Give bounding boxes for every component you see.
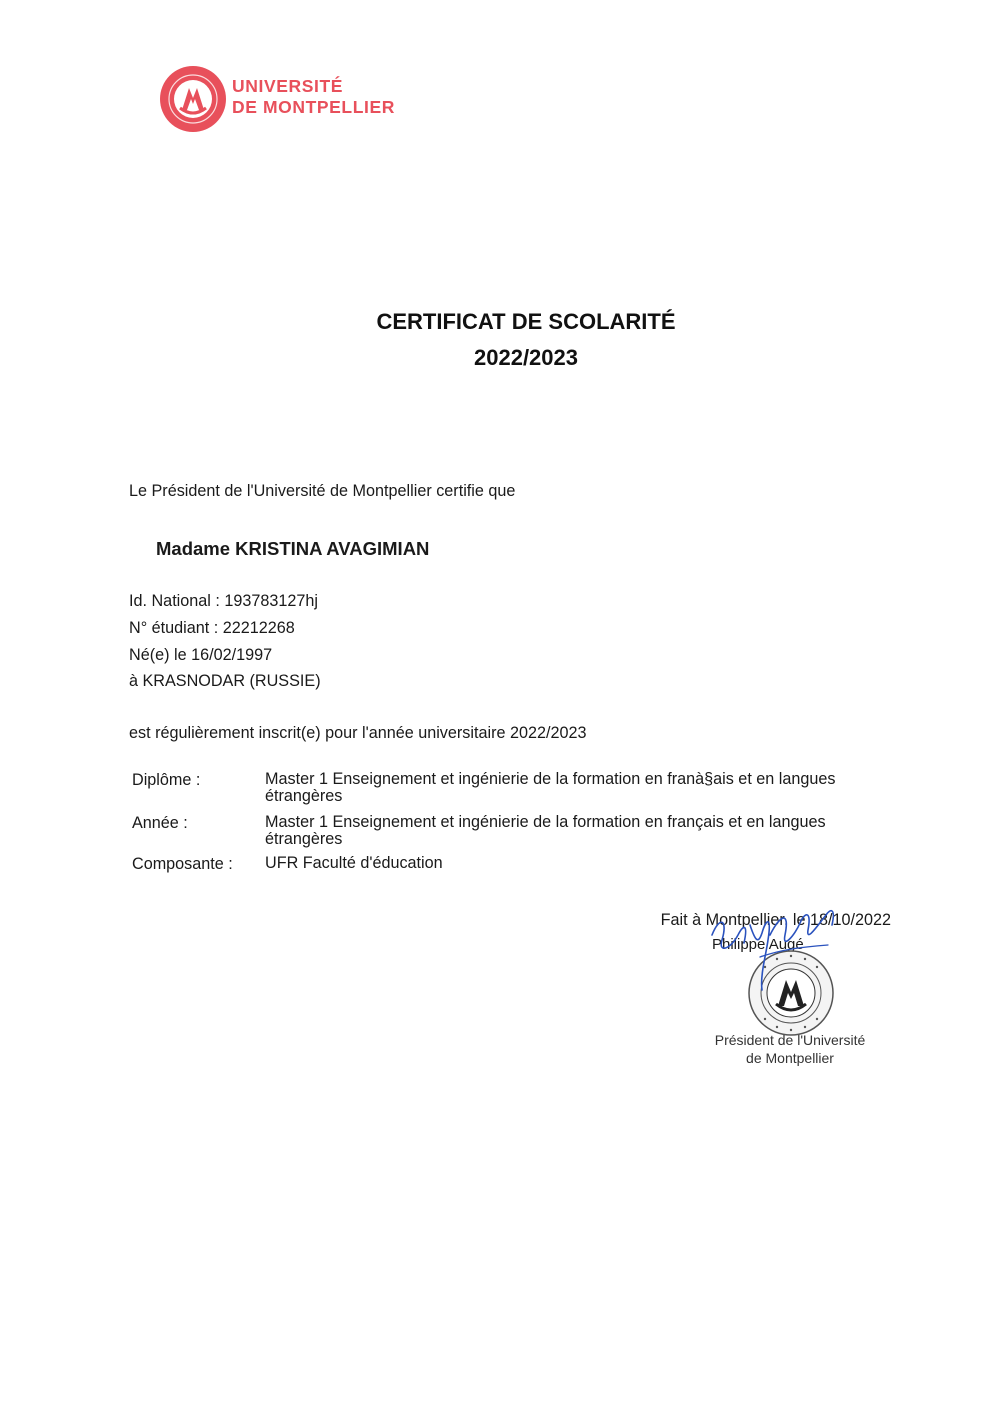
- year-value: Master 1 Enseignement et ingénierie de la formation en français et en langues étrangères: [265, 813, 826, 848]
- academic-year-title: 2022/2023: [474, 345, 578, 370]
- student-number: N° étudiant : 22212268: [129, 619, 295, 637]
- birth-date: Né(e) le 16/02/1997: [129, 646, 273, 664]
- student-name: Madame KRISTINA AVAGIMIAN: [156, 538, 430, 559]
- birth-place: à KRASNODAR (RUSSIE): [129, 672, 321, 690]
- enrollment-statement: est régulièrement inscrit(e) pour l'année universitaire 2022/2023: [129, 724, 587, 742]
- university-logo: [158, 64, 395, 136]
- diploma-label: Diplôme :: [132, 771, 201, 789]
- handwritten-signature: [700, 895, 850, 995]
- document-title: CERTIFICAT DE SCOLARITÉ: [376, 309, 676, 334]
- place-and-date: Fait à Montpellier, le 18/10/2022: [660, 911, 891, 929]
- national-id: Id. National : 193783127hj: [129, 592, 319, 610]
- intro-text: Le Président de l'Université de Montpellier certifie que: [129, 482, 516, 500]
- diploma-value: Master 1 Enseignement et ingénierie de la formation en franà§ais et en langues étrangères: [265, 770, 836, 805]
- university-logo-text: UNIVERSITÉ DE MONTPELLIER: [232, 76, 395, 117]
- signer-name: Philippe Augé: [712, 936, 804, 953]
- university-seal-icon: [158, 64, 228, 134]
- year-label: Année :: [132, 814, 188, 832]
- component-label: Composante :: [132, 855, 233, 873]
- signer-role: Président de l'Université de Montpellier: [714, 1032, 866, 1066]
- component-value: UFR Faculté d'éducation: [265, 854, 443, 872]
